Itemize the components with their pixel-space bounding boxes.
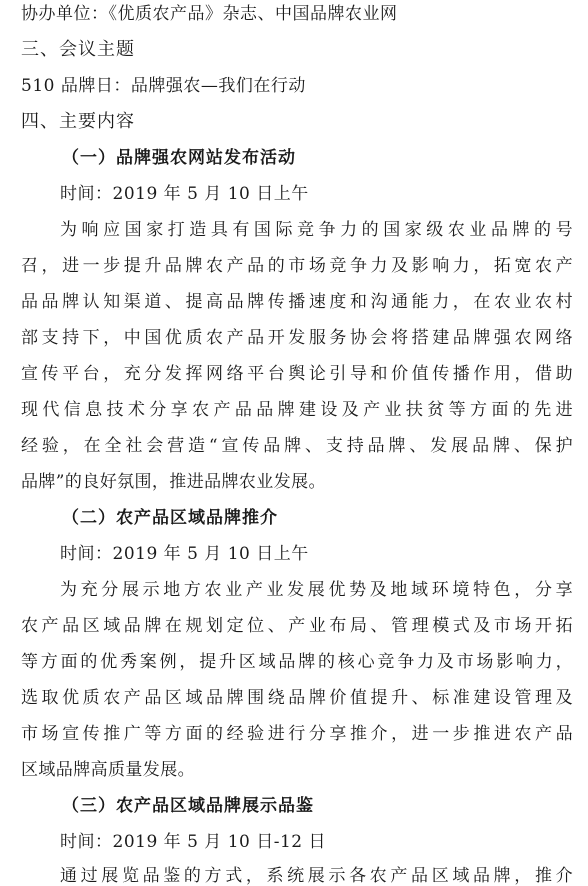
section-4-heading: 四、主要内容 bbox=[21, 111, 135, 132]
item-1-paragraph-line: 宣传平台，充分发挥网络平台舆论引导和价值传播作用，借助 bbox=[21, 364, 573, 384]
item-2-heading: （二）农产品区域品牌推介 bbox=[62, 508, 278, 528]
item-3-heading: （三）农产品区域品牌展示品鉴 bbox=[62, 796, 314, 816]
item-2-paragraph-line: 为充分展示地方农业产业发展优势及地域环境特色，分享 bbox=[60, 580, 573, 600]
item-2-paragraph-line: 市场宣传推广等方面的经验进行分享推介，进一步推进农产品 bbox=[21, 724, 573, 744]
item-2-paragraph-line: 农产品区域品牌在规划定位、产业布局、管理模式及市场开拓 bbox=[21, 616, 573, 636]
item-3-paragraph-line: 通过展览品鉴的方式，系统展示各农产品区域品牌，推介 bbox=[60, 866, 573, 886]
item-2-time: 时间：2019 年 5 月 10 日上午 bbox=[60, 544, 309, 564]
item-1-paragraph-line: 召，进一步提升品牌农产品的市场竞争力及影响力，拓宽农产 bbox=[21, 256, 573, 276]
item-1-paragraph-line: 经验，在全社会营造“宣传品牌、支持品牌、发展品牌、保护 bbox=[21, 436, 573, 456]
item-1-paragraph-line: 为响应国家打造具有国际竞争力的国家级农业品牌的号 bbox=[60, 220, 573, 240]
item-3-time: 时间：2019 年 5 月 10 日-12 日 bbox=[60, 832, 327, 852]
item-1-paragraph-line: 品品牌认知渠道、提高品牌传播速度和沟通能力，在农业农村 bbox=[21, 292, 573, 312]
section-3-heading: 三、会议主题 bbox=[21, 39, 135, 60]
meeting-theme: 510 品牌日：品牌强农—我们在行动 bbox=[21, 76, 306, 96]
item-1-time: 时间：2019 年 5 月 10 日上午 bbox=[60, 184, 309, 204]
item-2-paragraph-line: 选取优质农产品区域品牌围绕品牌价值提升、标准建设管理及 bbox=[21, 688, 573, 708]
item-1-paragraph-line: 部支持下，中国优质农产品开发服务协会将搭建品牌强农网络 bbox=[21, 328, 573, 348]
item-2-paragraph-line: 等方面的优秀案例，提升区域品牌的核心竞争力及市场影响力， bbox=[21, 652, 573, 672]
item-2-paragraph-line: 区域品牌高质量发展。 bbox=[21, 760, 195, 780]
item-1-heading: （一）品牌强农网站发布活动 bbox=[62, 148, 296, 168]
co-organizer-line: 协办单位：《优质农产品》杂志、中国品牌农业网 bbox=[21, 4, 398, 24]
item-1-paragraph-line: 品牌”的良好氛围，推进品牌农业发展。 bbox=[21, 472, 326, 492]
item-1-paragraph-line: 现代信息技术分享农产品品牌建设及产业扶贫等方面的先进 bbox=[21, 400, 573, 420]
